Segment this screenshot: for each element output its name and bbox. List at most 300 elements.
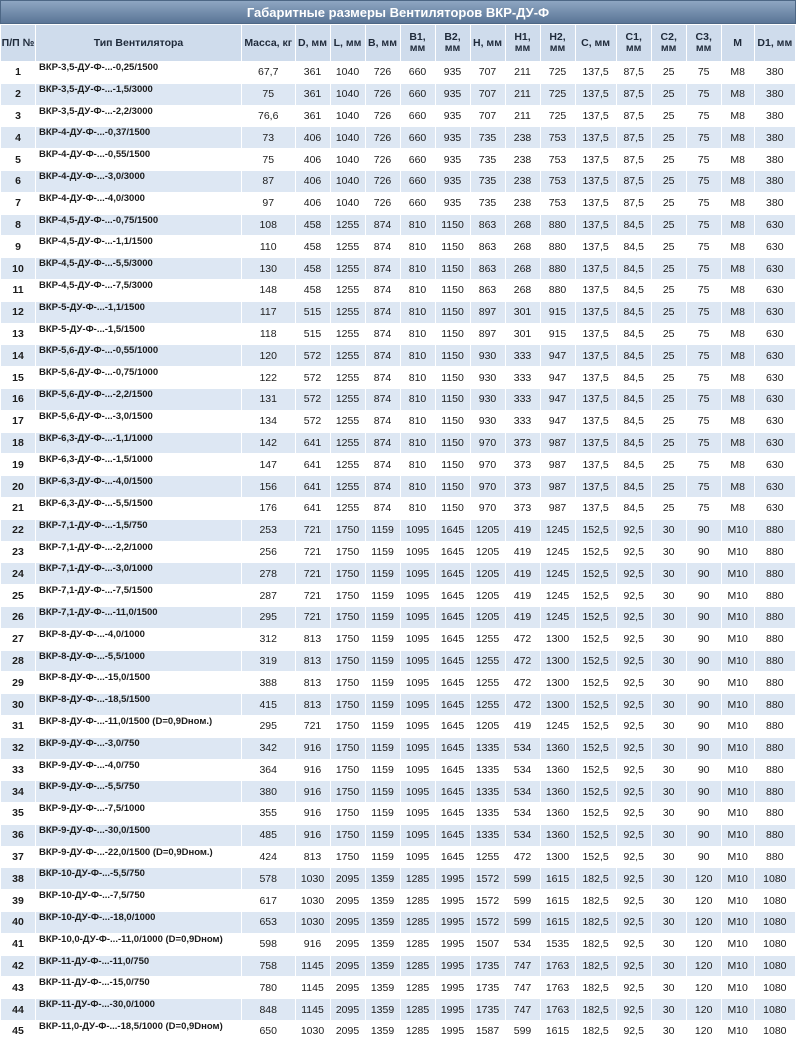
value-cell: 916 [295, 737, 330, 759]
value-cell: 458 [295, 236, 330, 258]
value-cell: 1150 [435, 497, 470, 519]
value-cell: 108 [241, 214, 295, 236]
value-cell: 148 [241, 279, 295, 301]
table-row [1, 279, 796, 301]
value-cell: 120 [686, 933, 721, 955]
fan-type-cell: ВКР-10-ДУ-Ф-...-7,5/750 [36, 890, 242, 912]
fan-type-cell: ВКР-11-ДУ-Ф-...-15,0/750 [36, 977, 242, 999]
value-cell: 1159 [365, 694, 400, 716]
value-cell: 630 [754, 410, 795, 432]
table-row [1, 781, 796, 803]
column-header: H1, мм [505, 25, 540, 62]
table-title: Габаритные размеры Вентиляторов ВКР-ДУ-Ф [0, 0, 796, 24]
value-cell: 897 [470, 323, 505, 345]
value-cell: 660 [400, 83, 435, 105]
value-cell: M8 [721, 170, 754, 192]
row-number-cell: 36 [1, 824, 36, 846]
value-cell: 534 [505, 803, 540, 825]
value-cell: 84,5 [616, 214, 651, 236]
value-cell: 1255 [330, 497, 365, 519]
value-cell: 930 [470, 388, 505, 410]
value-cell: 726 [365, 170, 400, 192]
value-cell: 916 [295, 781, 330, 803]
value-cell: 137,5 [575, 258, 616, 280]
fan-type-cell: ВКР-8-ДУ-Ф-...-5,5/1000 [36, 650, 242, 672]
value-cell: 30 [651, 955, 686, 977]
value-cell: 1645 [435, 803, 470, 825]
value-cell: 90 [686, 759, 721, 781]
fan-type-cell: ВКР-4-ДУ-Ф-...-3,0/3000 [36, 170, 242, 192]
value-cell: M10 [721, 737, 754, 759]
value-cell: 137,5 [575, 127, 616, 149]
value-cell: 134 [241, 410, 295, 432]
value-cell: M10 [721, 606, 754, 628]
value-cell: 361 [295, 105, 330, 127]
value-cell: 1587 [470, 1021, 505, 1043]
value-cell: 131 [241, 388, 295, 410]
value-cell: 73 [241, 127, 295, 149]
table-row [1, 628, 796, 650]
value-cell: 935 [435, 170, 470, 192]
value-cell: 30 [651, 737, 686, 759]
value-cell: 874 [365, 258, 400, 280]
value-cell: 1750 [330, 846, 365, 868]
value-cell: 813 [295, 650, 330, 672]
value-cell: 75 [686, 258, 721, 280]
value-cell: 1995 [435, 890, 470, 912]
row-number-cell: 19 [1, 454, 36, 476]
value-cell: 1159 [365, 803, 400, 825]
fan-type-cell: ВКР-6,3-ДУ-Ф-...-1,1/1000 [36, 432, 242, 454]
row-number-cell: 9 [1, 236, 36, 258]
value-cell: 406 [295, 127, 330, 149]
value-cell: 30 [651, 541, 686, 563]
value-cell: 880 [754, 650, 795, 672]
column-header: H2, мм [540, 25, 575, 62]
value-cell: M8 [721, 476, 754, 498]
value-cell: 90 [686, 715, 721, 737]
value-cell: M8 [721, 432, 754, 454]
row-number-cell: 2 [1, 83, 36, 105]
value-cell: 1095 [400, 628, 435, 650]
value-cell: 380 [754, 83, 795, 105]
value-cell: 1150 [435, 236, 470, 258]
value-cell: 182,5 [575, 955, 616, 977]
value-cell: 598 [241, 933, 295, 955]
value-cell: 458 [295, 258, 330, 280]
table-row [1, 170, 796, 192]
value-cell: 1645 [435, 585, 470, 607]
value-cell: 935 [435, 62, 470, 84]
value-cell: 30 [651, 868, 686, 890]
value-cell: 419 [505, 715, 540, 737]
value-cell: 534 [505, 759, 540, 781]
value-cell: M10 [721, 912, 754, 934]
value-cell: 880 [540, 236, 575, 258]
value-cell: 1995 [435, 977, 470, 999]
value-cell: 1335 [470, 759, 505, 781]
table-row [1, 541, 796, 563]
value-cell: 653 [241, 912, 295, 934]
value-cell: M10 [721, 1021, 754, 1043]
column-header: H, мм [470, 25, 505, 62]
value-cell: 880 [754, 585, 795, 607]
value-cell: 92,5 [616, 650, 651, 672]
value-cell: 152,5 [575, 585, 616, 607]
value-cell: 1159 [365, 824, 400, 846]
value-cell: 753 [540, 127, 575, 149]
value-cell: 1145 [295, 955, 330, 977]
value-cell: 120 [686, 868, 721, 890]
value-cell: 117 [241, 301, 295, 323]
value-cell: 1735 [470, 977, 505, 999]
value-cell: 84,5 [616, 410, 651, 432]
value-cell: 25 [651, 388, 686, 410]
value-cell: 268 [505, 236, 540, 258]
value-cell: 406 [295, 170, 330, 192]
value-cell: 295 [241, 715, 295, 737]
value-cell: M10 [721, 824, 754, 846]
value-cell: 1095 [400, 563, 435, 585]
value-cell: 2095 [330, 890, 365, 912]
value-cell: 1159 [365, 781, 400, 803]
value-cell: 810 [400, 388, 435, 410]
value-cell: 1995 [435, 1021, 470, 1043]
value-cell: 534 [505, 781, 540, 803]
value-cell: 1080 [754, 890, 795, 912]
value-cell: 137,5 [575, 323, 616, 345]
value-cell: 874 [365, 345, 400, 367]
value-cell: 120 [241, 345, 295, 367]
value-cell: 137,5 [575, 105, 616, 127]
value-cell: 1040 [330, 149, 365, 171]
value-cell: 880 [754, 519, 795, 541]
value-cell: 120 [686, 999, 721, 1021]
value-cell: 1645 [435, 519, 470, 541]
fan-type-cell: ВКР-7,1-ДУ-Ф-...-11,0/1500 [36, 606, 242, 628]
row-number-cell: 15 [1, 367, 36, 389]
value-cell: 90 [686, 650, 721, 672]
fan-type-cell: ВКР-4,5-ДУ-Ф-...-7,5/3000 [36, 279, 242, 301]
row-number-cell: 18 [1, 432, 36, 454]
value-cell: 1095 [400, 803, 435, 825]
value-cell: 25 [651, 410, 686, 432]
value-cell: 1030 [295, 890, 330, 912]
value-cell: 1645 [435, 628, 470, 650]
value-cell: 419 [505, 563, 540, 585]
value-cell: 92,5 [616, 541, 651, 563]
value-cell: 1159 [365, 650, 400, 672]
value-cell: 90 [686, 519, 721, 541]
value-cell: 810 [400, 432, 435, 454]
table-row [1, 1021, 796, 1043]
value-cell: 810 [400, 345, 435, 367]
value-cell: 90 [686, 563, 721, 585]
value-cell: 599 [505, 890, 540, 912]
fan-type-cell: ВКР-5-ДУ-Ф-...-1,5/1500 [36, 323, 242, 345]
value-cell: 572 [295, 388, 330, 410]
value-cell: 122 [241, 367, 295, 389]
table-row [1, 672, 796, 694]
row-number-cell: 39 [1, 890, 36, 912]
table-row [1, 497, 796, 519]
value-cell: 1285 [400, 890, 435, 912]
value-cell: 1205 [470, 563, 505, 585]
value-cell: 915 [540, 301, 575, 323]
value-cell: 25 [651, 214, 686, 236]
value-cell: 25 [651, 62, 686, 84]
value-cell: 485 [241, 824, 295, 846]
value-cell: 84,5 [616, 454, 651, 476]
column-header: B1, мм [400, 25, 435, 62]
value-cell: 1535 [540, 933, 575, 955]
value-cell: 1245 [540, 541, 575, 563]
value-cell: 1040 [330, 83, 365, 105]
value-cell: 725 [540, 62, 575, 84]
value-cell: 137,5 [575, 236, 616, 258]
value-cell: 1245 [540, 563, 575, 585]
value-cell: 137,5 [575, 62, 616, 84]
value-cell: 30 [651, 519, 686, 541]
fan-type-cell: ВКР-6,3-ДУ-Ф-...-1,5/1000 [36, 454, 242, 476]
value-cell: 333 [505, 388, 540, 410]
value-cell: 534 [505, 933, 540, 955]
row-number-cell: 21 [1, 497, 36, 519]
value-cell: 90 [686, 824, 721, 846]
table-row [1, 105, 796, 127]
value-cell: 1750 [330, 519, 365, 541]
fan-type-cell: ВКР-11,0-ДУ-Ф-...-18,5/1000 (D=0,9Dном) [36, 1021, 242, 1043]
value-cell: 137,5 [575, 388, 616, 410]
value-cell: 880 [754, 672, 795, 694]
value-cell: 92,5 [616, 519, 651, 541]
value-cell: 1150 [435, 258, 470, 280]
value-cell: 599 [505, 1021, 540, 1043]
fan-type-cell: ВКР-7,1-ДУ-Ф-...-7,5/1500 [36, 585, 242, 607]
value-cell: 25 [651, 301, 686, 323]
value-cell: 1255 [330, 345, 365, 367]
value-cell: 472 [505, 846, 540, 868]
value-cell: 30 [651, 606, 686, 628]
value-cell: 660 [400, 105, 435, 127]
value-cell: 630 [754, 279, 795, 301]
table-row [1, 650, 796, 672]
value-cell: 30 [651, 694, 686, 716]
column-header: C1, мм [616, 25, 651, 62]
table-row [1, 192, 796, 214]
value-cell: 880 [754, 759, 795, 781]
value-cell: 333 [505, 345, 540, 367]
value-cell: 813 [295, 846, 330, 868]
value-cell: 1335 [470, 824, 505, 846]
value-cell: 1750 [330, 781, 365, 803]
value-cell: 970 [470, 476, 505, 498]
value-cell: M8 [721, 192, 754, 214]
value-cell: 419 [505, 541, 540, 563]
value-cell: 630 [754, 432, 795, 454]
value-cell: 735 [470, 192, 505, 214]
value-cell: 987 [540, 454, 575, 476]
value-cell: 935 [435, 149, 470, 171]
value-cell: 92,5 [616, 737, 651, 759]
table-row [1, 715, 796, 737]
value-cell: 1080 [754, 912, 795, 934]
value-cell: 1095 [400, 737, 435, 759]
value-cell: 380 [754, 192, 795, 214]
row-number-cell: 40 [1, 912, 36, 934]
value-cell: 92,5 [616, 781, 651, 803]
value-cell: 152,5 [575, 803, 616, 825]
value-cell: 1040 [330, 62, 365, 84]
value-cell: M10 [721, 672, 754, 694]
value-cell: M10 [721, 933, 754, 955]
value-cell: 915 [540, 323, 575, 345]
value-cell: 75 [686, 127, 721, 149]
value-cell: 152,5 [575, 606, 616, 628]
row-number-cell: 33 [1, 759, 36, 781]
value-cell: 1150 [435, 301, 470, 323]
value-cell: 572 [295, 410, 330, 432]
table-row [1, 912, 796, 934]
value-cell: 1255 [330, 367, 365, 389]
table-row [1, 127, 796, 149]
row-number-cell: 31 [1, 715, 36, 737]
value-cell: 1285 [400, 977, 435, 999]
value-cell: 721 [295, 563, 330, 585]
value-cell: M8 [721, 83, 754, 105]
value-cell: 1150 [435, 410, 470, 432]
value-cell: M8 [721, 410, 754, 432]
value-cell: 295 [241, 606, 295, 628]
value-cell: 238 [505, 127, 540, 149]
table-row [1, 824, 796, 846]
value-cell: M10 [721, 999, 754, 1021]
value-cell: 90 [686, 585, 721, 607]
value-cell: 758 [241, 955, 295, 977]
value-cell: 874 [365, 214, 400, 236]
value-cell: 1255 [330, 258, 365, 280]
value-cell: 947 [540, 367, 575, 389]
value-cell: 92,5 [616, 715, 651, 737]
value-cell: 810 [400, 301, 435, 323]
value-cell: M10 [721, 868, 754, 890]
row-number-cell: 42 [1, 955, 36, 977]
value-cell: 137,5 [575, 192, 616, 214]
value-cell: 176 [241, 497, 295, 519]
row-number-cell: 25 [1, 585, 36, 607]
value-cell: 120 [686, 955, 721, 977]
value-cell: M10 [721, 715, 754, 737]
value-cell: 880 [754, 715, 795, 737]
column-header: Тип Вентилятора [36, 25, 242, 62]
value-cell: 25 [651, 105, 686, 127]
value-cell: 110 [241, 236, 295, 258]
value-cell: 1159 [365, 519, 400, 541]
value-cell: 30 [651, 803, 686, 825]
value-cell: 1245 [540, 585, 575, 607]
value-cell: 1735 [470, 999, 505, 1021]
value-cell: 75 [686, 170, 721, 192]
row-number-cell: 27 [1, 628, 36, 650]
value-cell: 947 [540, 410, 575, 432]
value-cell: 256 [241, 541, 295, 563]
value-cell: 1750 [330, 824, 365, 846]
value-cell: 1255 [330, 323, 365, 345]
value-cell: 30 [651, 672, 686, 694]
column-header: D1, мм [754, 25, 795, 62]
fan-type-cell: ВКР-6,3-ДУ-Ф-...-4,0/1500 [36, 476, 242, 498]
value-cell: 30 [651, 650, 686, 672]
value-cell: 880 [540, 214, 575, 236]
value-cell: M10 [721, 519, 754, 541]
value-cell: 1255 [330, 279, 365, 301]
column-header: Масса, кг [241, 25, 295, 62]
table-row [1, 585, 796, 607]
value-cell: 1030 [295, 868, 330, 890]
value-cell: 1359 [365, 999, 400, 1021]
value-cell: 1095 [400, 672, 435, 694]
value-cell: 1159 [365, 541, 400, 563]
value-cell: 472 [505, 628, 540, 650]
value-cell: 1255 [330, 388, 365, 410]
value-cell: 419 [505, 606, 540, 628]
value-cell: 1335 [470, 737, 505, 759]
value-cell: 987 [540, 497, 575, 519]
table-row [1, 388, 796, 410]
value-cell: 2095 [330, 912, 365, 934]
row-number-cell: 7 [1, 192, 36, 214]
value-cell: M8 [721, 127, 754, 149]
value-cell: 1572 [470, 890, 505, 912]
value-cell: 813 [295, 672, 330, 694]
value-cell: 1040 [330, 127, 365, 149]
value-cell: M8 [721, 149, 754, 171]
value-cell: 572 [295, 367, 330, 389]
value-cell: 1572 [470, 912, 505, 934]
value-cell: 152,5 [575, 650, 616, 672]
value-cell: 810 [400, 454, 435, 476]
fan-type-cell: ВКР-4-ДУ-Ф-...-0,37/1500 [36, 127, 242, 149]
value-cell: 142 [241, 432, 295, 454]
value-cell: 630 [754, 258, 795, 280]
value-cell: 406 [295, 149, 330, 171]
value-cell: 30 [651, 912, 686, 934]
table-row [1, 563, 796, 585]
row-number-cell: 17 [1, 410, 36, 432]
value-cell: 75 [686, 62, 721, 84]
value-cell: 1255 [470, 846, 505, 868]
value-cell: 970 [470, 454, 505, 476]
value-cell: 1750 [330, 694, 365, 716]
row-number-cell: 1 [1, 62, 36, 84]
value-cell: 599 [505, 912, 540, 934]
value-cell: 182,5 [575, 933, 616, 955]
value-cell: 947 [540, 388, 575, 410]
value-cell: 1159 [365, 759, 400, 781]
value-cell: 1205 [470, 715, 505, 737]
row-number-cell: 26 [1, 606, 36, 628]
value-cell: M8 [721, 258, 754, 280]
value-cell: 92,5 [616, 694, 651, 716]
value-cell: 630 [754, 388, 795, 410]
value-cell: 472 [505, 672, 540, 694]
value-cell: 1255 [470, 650, 505, 672]
value-cell: 1080 [754, 868, 795, 890]
table-row [1, 694, 796, 716]
value-cell: 25 [651, 345, 686, 367]
value-cell: 361 [295, 83, 330, 105]
table-row [1, 890, 796, 912]
